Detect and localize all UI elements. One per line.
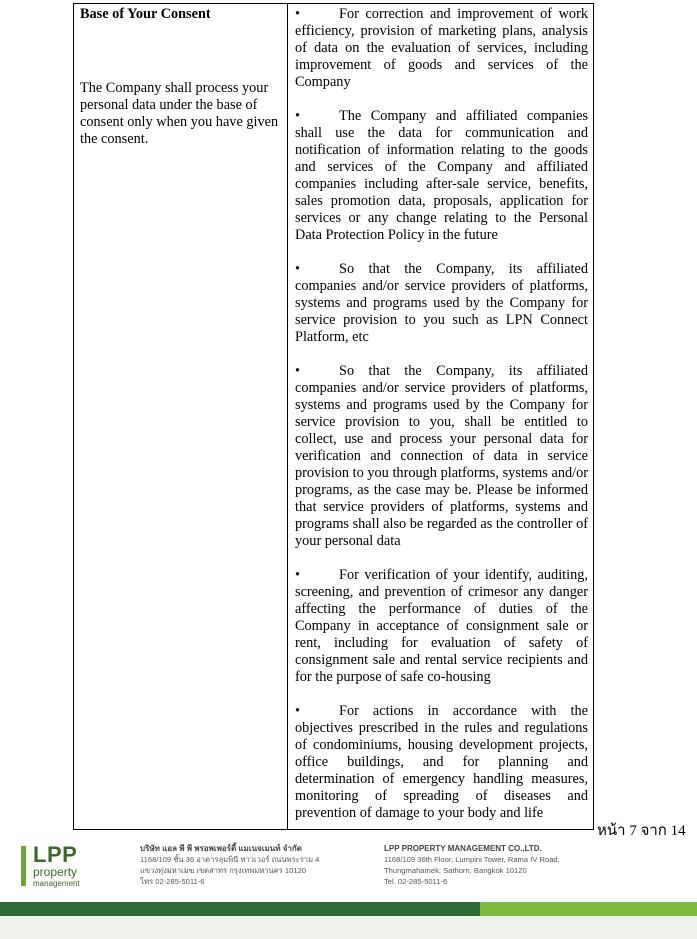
bullet-icon: • <box>295 567 301 583</box>
logo-subtitle-management: management <box>33 879 80 888</box>
purposes-column <box>288 4 593 829</box>
company-logo: LPP <box>33 842 78 867</box>
page-number: หน้า 7 จาก 14 <box>597 823 686 839</box>
footer-stripe-light <box>480 902 697 916</box>
english-address-line: Thungmahamek, Sathorn, Bangkok 10120 <box>384 866 527 875</box>
purpose-item: • For verification of your identify, auditing, screening, and prevention of crimesor any danger affecting the performance of duties of the Company in acceptance of consignment sale or rent, including for evaluation of safety of consignment sale and rental service recipients and for the purpose of safe co-housing <box>295 567 588 685</box>
thai-phone: โทร 02-285-5011-6 <box>140 877 205 886</box>
bullet-icon: • <box>295 108 301 124</box>
bullet-icon: • <box>295 261 301 277</box>
purpose-item: • So that the Company, its affiliated companies and/or service providers of platforms, systems and programs used by the Company for service provision to you such as LPN Connect Platform, etc <box>295 261 588 345</box>
consent-base-column <box>74 4 288 829</box>
thai-address-line: 1168/109 ชั้น 36 อาคารลุมพินี ทาวเวอร์ ถนนพระราม 4 <box>140 855 320 864</box>
bullet-icon: • <box>295 703 301 719</box>
english-address-line: 1168/109 36th Floor, Lumpini Tower, Rama IV Road, <box>384 855 560 864</box>
english-address-block <box>384 843 560 887</box>
purpose-item: • So that the Company, its affiliated companies and/or service providers of platforms, systems and programs used by the Company for service provision to you, shall be entitled to collect, use and process your personal data for verification and connection of data in service provision to you through platforms, systems and/or programs, as the case may be. Please be informed that service providers of platforms, systems and programs shall also be regarded as the controller of your personal data <box>295 363 588 549</box>
bullet-icon: • <box>295 6 301 22</box>
thai-company-name: บริษัท แอล พี พี พรอพเพอร์ตี้ แมเนจเมนท์ จำกัด <box>140 844 302 853</box>
english-phone: Tel. 02-285-5011-6 <box>384 877 448 886</box>
logo-bar-icon <box>21 846 26 886</box>
footer-stripe-bottom <box>0 916 697 939</box>
bullet-icon: • <box>295 363 301 379</box>
thai-address-block <box>140 843 319 887</box>
consent-base-description: The Company shall process your personal data under the base of consent only when you have given the consent. <box>80 80 279 147</box>
consent-base-heading: Base of Your Consent <box>80 6 211 22</box>
logo-subtitle-property: property <box>33 865 78 879</box>
consent-table <box>73 3 594 830</box>
purpose-item: • The Company and affiliated companies shall use the data for communication and notification of information relating to the goods and services of the Company and affiliated companies including after-sale service, benefits, sales promotion data, proposals, application for services or any change relating to the Personal Data Protection Policy in the future <box>295 108 588 243</box>
purpose-item: • For correction and improvement of work efficiency, provision of marketing plans, analysis of data on the evaluation of services, including improvement of goods and services of the Company <box>295 6 588 90</box>
purpose-item: • For actions in accordance with the objectives prescribed in the rules and regulations of condominiums, housing development projects, office buildings, and for planning and determination of emergency handling measures, monitoring of spreading of diseases and prevention of damage to your body and life <box>295 703 588 821</box>
english-company-name: LPP PROPERTY MANAGEMENT CO.,LTD. <box>384 844 542 853</box>
thai-address-line: แขวงทุ่งมหาเมฆ เขตสาทร กรุงเทพมหานคร 10120 <box>140 866 307 875</box>
